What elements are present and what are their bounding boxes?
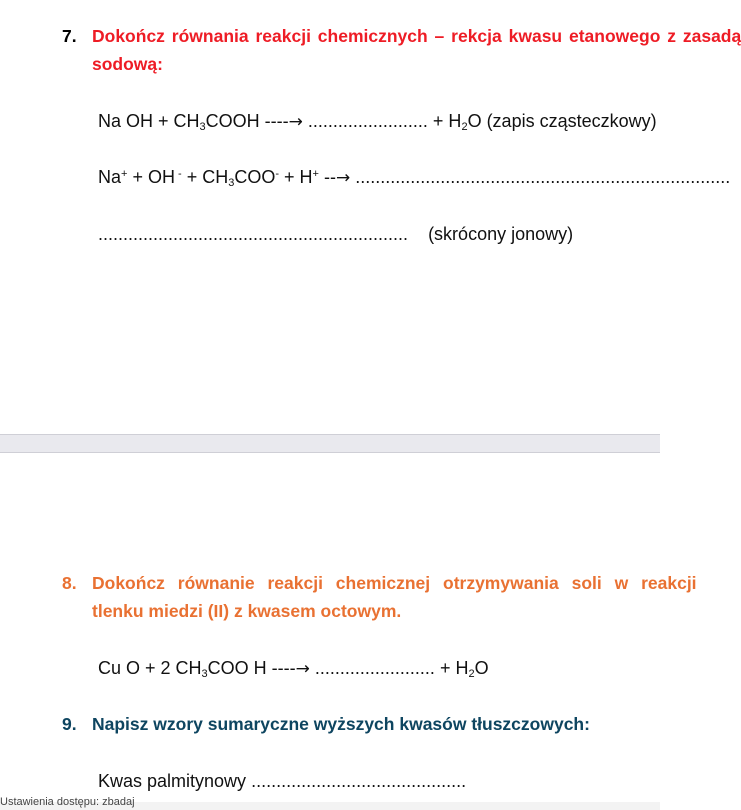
- answer-blank[interactable]: ........................: [309, 658, 440, 678]
- eq1-part1: Na OH + CH: [98, 111, 200, 131]
- eq2-coo: COO: [234, 167, 276, 187]
- eq2-h: + H: [279, 167, 313, 187]
- eq8-plus: + H: [439, 658, 469, 678]
- eq2-ch-sub: 3: [228, 177, 235, 189]
- eq2-oh-charge: -: [174, 168, 182, 180]
- question-7-title-line1: Dokończ równania reakcji chemicznych – rekcja kwasu etanowego z zasadą: [92, 26, 741, 46]
- eq1-plus: + H: [432, 111, 462, 131]
- palmitic-acid-line: [98, 771, 466, 792]
- palmitic-acid-label: Kwas palmitynowy: [98, 771, 247, 791]
- question-7-number: 7.: [62, 26, 77, 46]
- document-page-2: [0, 453, 697, 802]
- page-separator: [0, 434, 660, 453]
- eq2-coo-charge: -: [275, 168, 280, 180]
- question-9-title: Napisz wzory sumaryczne wyższych kwasów tłuszczowych:: [92, 714, 590, 734]
- right-arrow-icon: →: [335, 168, 351, 188]
- question-8-number: 8.: [62, 573, 77, 593]
- eq8-part3: O: [474, 658, 489, 678]
- equation-ionic-short: [98, 224, 573, 245]
- equation-ionic-full: [98, 167, 730, 189]
- eq1-part3: O (zapis cząsteczkowy): [467, 111, 657, 131]
- right-arrow-icon: →: [295, 659, 310, 679]
- eq2-ch: + CH: [181, 167, 229, 187]
- eq1-sub2: 2: [461, 121, 468, 133]
- answer-blank[interactable]: ...........................................: [246, 771, 467, 791]
- eq8-sub2: 2: [468, 668, 475, 680]
- question-8-title-line2: tlenku miedzi (II) z kwasem octowym.: [92, 601, 402, 621]
- eq8-sub1: 3: [201, 668, 208, 680]
- eq8-part2: COO H ----: [207, 658, 296, 678]
- eq2-oh: + OH: [127, 167, 175, 187]
- eq8-part1: Cu O + 2 CH: [98, 658, 202, 678]
- eq2-na-charge: +: [121, 168, 128, 180]
- equation-molecular: [98, 111, 657, 133]
- eq2-h-charge: +: [312, 168, 319, 180]
- equation-copper-oxide: [98, 658, 489, 680]
- answer-blank[interactable]: ........................: [302, 111, 433, 131]
- eq1-part2: COOH ----: [205, 111, 289, 131]
- question-9-number: 9.: [62, 714, 77, 734]
- answer-blank[interactable]: ..............................................................: [98, 224, 409, 244]
- eq2-na: Na: [98, 167, 122, 187]
- eq3-label: (skrócony jonowy): [408, 224, 574, 244]
- question-7-title-line2: sodową:: [92, 54, 163, 74]
- eq2-dash: --: [318, 167, 336, 187]
- status-bar: [0, 796, 660, 810]
- status-bar-text[interactable]: Ustawienia dostępu: zbadaj: [0, 796, 135, 808]
- answer-blank[interactable]: ...........................................................................: [350, 167, 731, 187]
- question-8-title-line1: Dokończ równanie reakcji chemicznej otrzymywania soli w reakcji: [92, 573, 697, 593]
- right-arrow-icon: →: [288, 112, 303, 132]
- eq1-sub1: 3: [199, 121, 206, 133]
